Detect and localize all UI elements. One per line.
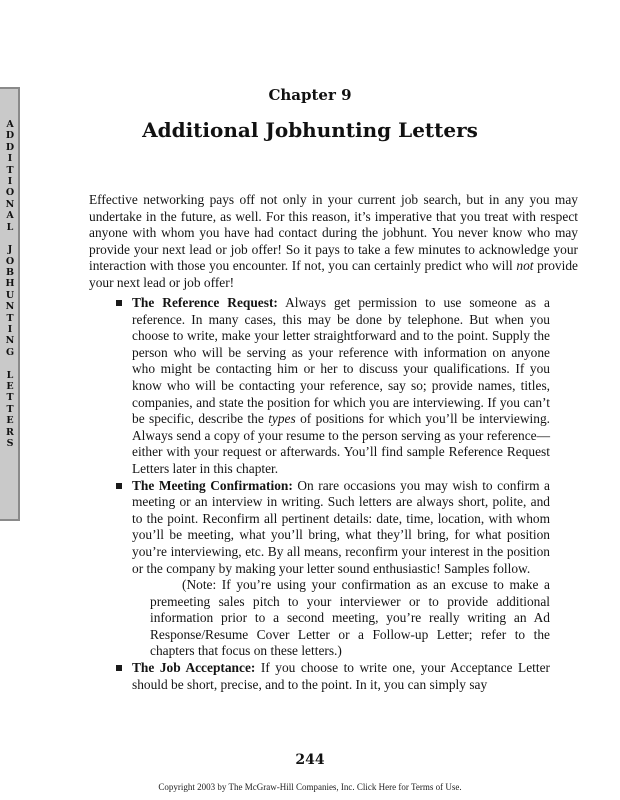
note-paragraph: (Note: If you’re using your confirmation as an excuse to make a premeeting sales pitch to your interviewer or to provide additional information prior to a second meeting, you’re really writing an Ad Response/Resume Cover Letter or a Follow-up Letter; refer to the chapters that focus on these letters.) bbox=[150, 577, 550, 659]
side-tab-letter: N bbox=[5, 301, 15, 313]
side-tab-letter: O bbox=[5, 187, 15, 199]
side-tab-letter: E bbox=[6, 415, 14, 427]
copyright-notice[interactable]: Copyright 2003 by The McGraw-Hill Companies, Inc. Click Here for Terms of Use. bbox=[158, 782, 462, 792]
side-tab-letter bbox=[0, 358, 20, 369]
side-tab-letter: H bbox=[5, 278, 15, 290]
side-tab-letter: L bbox=[6, 221, 14, 233]
square-bullet-icon bbox=[116, 483, 122, 489]
side-tab-letter: B bbox=[5, 267, 15, 279]
side-tab-letter: O bbox=[5, 255, 15, 267]
side-tab-letter: T bbox=[6, 403, 14, 415]
list-item-reference-request bbox=[114, 295, 550, 478]
side-tab-letter: T bbox=[6, 164, 14, 176]
side-tab-letter: J bbox=[7, 244, 13, 256]
side-tab-letter: G bbox=[5, 346, 15, 358]
side-tab-letter: R bbox=[6, 426, 14, 438]
side-tab-letter: A bbox=[6, 119, 14, 130]
side-tab-letter: T bbox=[6, 392, 14, 404]
side-tab-letter: I bbox=[7, 324, 13, 336]
list-item-meeting-confirmation bbox=[114, 478, 550, 578]
bullet-emphasis: types bbox=[268, 411, 296, 427]
chapter-title: Additional Jobhunting Letters bbox=[142, 118, 478, 142]
bullet-text: On rare occasions you may wish to confirm a meeting or an interview in writing. Such letters are always short, polite, and to the point. Reconfirm all pertinent details: date, time, location, with whom you’ll be meeting, what you’ll bring, what they’ll bring, for what position you’re interviewing, etc. By all means, reconfirm your interest in the position or the company by making your letter sound enthusiastic! Samples follow. bbox=[132, 477, 551, 576]
intro-paragraph bbox=[89, 192, 578, 292]
side-tab-letter: E bbox=[6, 380, 14, 392]
square-bullet-icon bbox=[116, 665, 122, 671]
intro-text-1: Effective networking pays off not only in your current job search, but in any you may undertake in the future, as well. For this reason, it’s imperative that you treat with respect anyone with whom you have had contact during the jobhunt. You never know who may provide your next lead or job offer! So it pays to take a few minutes to acknowledge your interaction with those you encounter. If not, you can certainly predict who will bbox=[89, 192, 578, 274]
side-tab-vertical-label bbox=[0, 119, 20, 449]
side-tab-letter: D bbox=[5, 130, 15, 142]
list-item-job-acceptance bbox=[114, 660, 550, 693]
side-tab-letter: L bbox=[6, 369, 14, 381]
page-number: 244 bbox=[295, 752, 325, 768]
side-tab-letter bbox=[0, 233, 20, 244]
side-tab-letter: S bbox=[6, 437, 14, 449]
side-tab-letter: N bbox=[5, 335, 15, 347]
side-tab-letter: T bbox=[6, 312, 14, 324]
bullet-text: If you choose to write one, your Acceptance Letter should be short, precise, and to the point. In it, you can simply say bbox=[132, 660, 550, 692]
side-tab-letter: D bbox=[5, 141, 15, 153]
intro-emphasis: not bbox=[516, 258, 534, 274]
side-tab-letter: I bbox=[7, 175, 13, 187]
square-bullet-icon bbox=[116, 300, 122, 306]
letter-types-list bbox=[114, 295, 550, 693]
chapter-number: Chapter 9 bbox=[268, 86, 352, 104]
side-tab-letter: N bbox=[5, 198, 15, 210]
bullet-title: The Job Acceptance: bbox=[132, 660, 256, 676]
side-tab-letter: A bbox=[6, 210, 14, 222]
bullet-text: Always get permission to use someone as a reference. In many cases, this may be done by telephone. But when you choose to write, make your letter straightforward and to the point. Supply the person who will be serving as your reference with information on anyone who might be contacting him or her to discuss your qualifications. If you know who will be contacting your reference, say so; provide names, titles, companies, and state the position for which you are interviewing. If you can’t be specific, describe the bbox=[132, 295, 551, 427]
bullet-title: The Meeting Confirmation: bbox=[132, 477, 293, 493]
bullet-text: of positions for which you’ll be interviewing. Always send a copy of your resume to the person serving as your reference—either with your request or afterwards. You’ll find sample Reference Request Letters later in this chapter. bbox=[132, 411, 550, 476]
side-tab-letter: I bbox=[7, 153, 13, 165]
list-note bbox=[114, 577, 550, 660]
side-tab-letter: U bbox=[5, 289, 15, 301]
bullet-title: The Reference Request: bbox=[132, 295, 278, 310]
intro-text-2: provide your next lead or job offer! bbox=[89, 258, 578, 290]
